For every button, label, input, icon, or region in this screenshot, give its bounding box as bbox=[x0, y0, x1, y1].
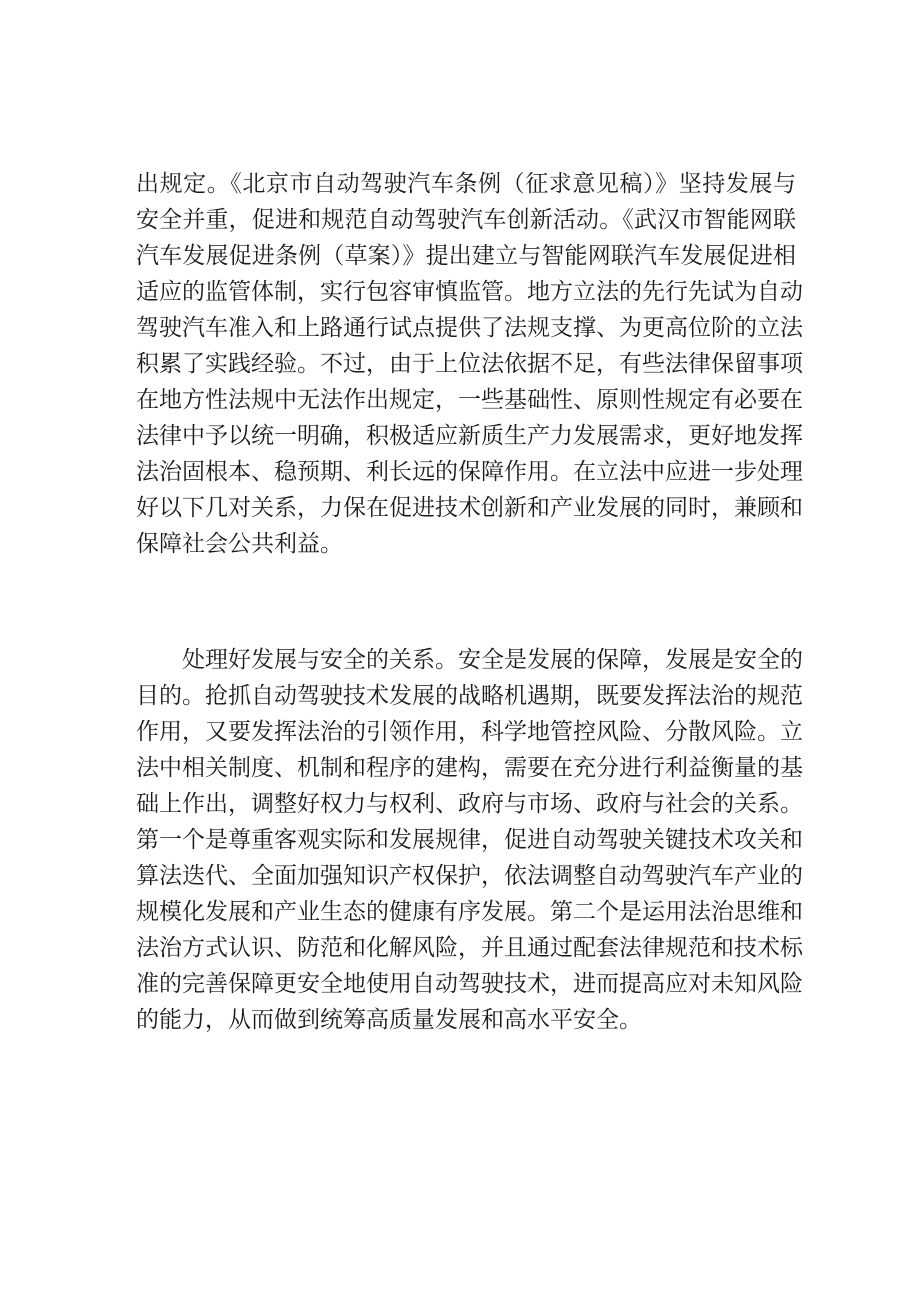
paragraph-line: 好以下几对关系，力保在促进技术创新和产业发展的同时，兼顾和 bbox=[136, 495, 803, 521]
paragraph-2 bbox=[136, 642, 803, 1038]
paragraph-line: 作用，又要发挥法治的引领作用，科学地管控风险、分散风险。立 bbox=[136, 719, 803, 745]
paragraph-line: 汽车发展促进条例（草案）》提出建立与智能网联汽车发展促进相 bbox=[136, 243, 796, 269]
paragraph-line: 在地方性法规中无法作出规定，一些基础性、原则性规定有必要在 bbox=[136, 387, 803, 413]
paragraph-line: 法治固根本、稳预期、利长远的保障作用。在立法中应进一步处理 bbox=[136, 459, 803, 485]
paragraph-line: 的能力，从而做到统筹高质量发展和高水平安全。 bbox=[136, 1007, 642, 1033]
paragraph-1 bbox=[136, 166, 803, 562]
paragraph-line: 出规定。《北京市自动驾驶汽车条例（征求意见稿）》坚持发展与 bbox=[136, 171, 796, 197]
paragraph-line: 准的完善保障更安全地使用自动驾驶技术，进而提高应对未知风险 bbox=[136, 971, 803, 997]
paragraph-line: 保障社会公共利益。 bbox=[136, 531, 343, 557]
paragraph-line: 法中相关制度、机制和程序的建构，需要在充分进行利益衡量的基 bbox=[136, 755, 803, 781]
paragraph-line: 处理好发展与安全的关系。安全是发展的保障，发展是安全的 bbox=[182, 647, 803, 673]
paragraph-line: 础上作出，调整好权力与权利、政府与市场、政府与社会的关系。 bbox=[136, 791, 803, 817]
paragraph-line: 法律中予以统一明确，积极适应新质生产力发展需求，更好地发挥 bbox=[136, 423, 803, 449]
paragraph-line: 积累了实践经验。不过，由于上位法依据不足，有些法律保留事项 bbox=[136, 351, 803, 377]
paragraph-line: 目的。抢抓自动驾驶技术发展的战略机遇期，既要发挥法治的规范 bbox=[136, 683, 803, 709]
paragraph-line: 第一个是尊重客观实际和发展规律，促进自动驾驶关键技术攻关和 bbox=[136, 827, 803, 853]
paragraph-line: 驾驶汽车准入和上路通行试点提供了法规支撑、为更高位阶的立法 bbox=[136, 315, 803, 341]
paragraph-line: 适应的监管体制，实行包容审慎监管。地方立法的先行先试为自动 bbox=[136, 279, 803, 305]
paragraph-line: 算法迭代、全面加强知识产权保护，依法调整自动驾驶汽车产业的 bbox=[136, 863, 803, 889]
paragraph-line: 安全并重，促进和规范自动驾驶汽车创新活动。《武汉市智能网联 bbox=[136, 207, 796, 233]
paragraph-line: 法治方式认识、防范和化解风险，并且通过配套法律规范和技术标 bbox=[136, 935, 803, 961]
paragraph-line: 规模化发展和产业生态的健康有序发展。第二个是运用法治思维和 bbox=[136, 899, 803, 925]
